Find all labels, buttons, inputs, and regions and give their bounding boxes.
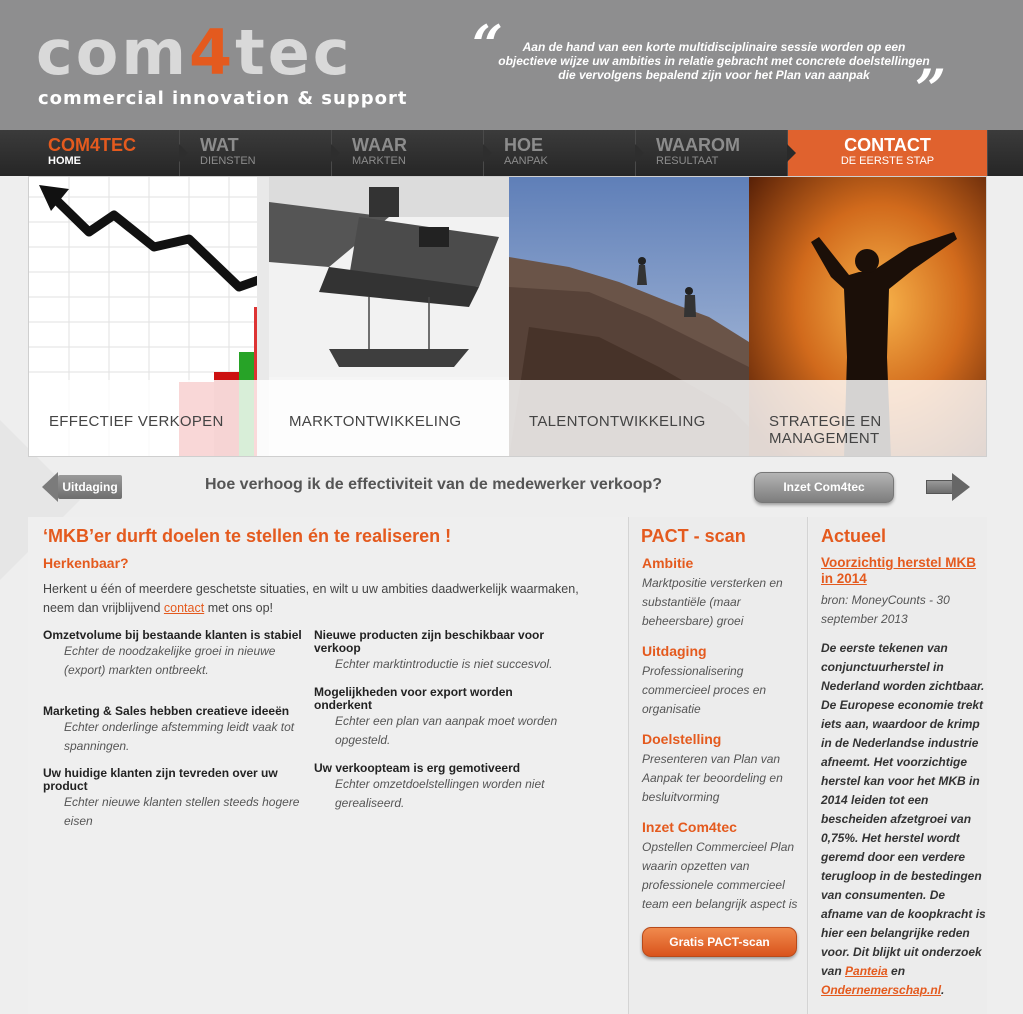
banner-panel-talent[interactable] [509,177,749,457]
arrow-right-head [952,473,970,501]
pact-section-text: Opstellen Commercieel Plan waarin opzetten van professionele commercieel team een belangrijk aspect is [642,840,798,911]
banner-label: STRATEGIE EN MANAGEMENT [769,413,882,447]
main-heading: ‘MKB’er durft doelen te stellen én te realiseren ! [43,526,452,546]
banner-caption-bg [269,380,509,457]
situation-item [314,629,574,674]
pact-section-title: Doelstelling [642,731,722,747]
nav-item-title: WAAR [352,135,407,155]
nav-separator [179,144,188,162]
nav-item-waar[interactable] [332,130,484,176]
situation-item [314,762,574,813]
situation-note: Echter de noodzakelijke groei in nieuwe (export) markten ontbreekt. [64,644,276,677]
situation-note: Echter marktintroductie is niet succesvol. [335,657,553,671]
nav-item-sub: HOME [48,155,81,167]
nav-item-sub: MARKTEN [352,155,406,167]
news-heading: Actueel [821,526,887,546]
banner [28,176,987,457]
news-body-mid: en [887,964,906,978]
pact-section [642,731,802,807]
situation-title: Uw huidige klanten zijn tevreden over uw product [43,766,278,793]
header-quote: Aan de hand van een korte multidisciplinaire sessie worden op een objectieve wijze uw ambities in relatie gebracht met concrete doelstellingen die vervolgens bepalend zijn voor het Plan van aanpak [498,40,930,82]
nav-item-sub: AANPAK [504,155,548,167]
slide-question: Hoe verhoog ik de effectiviteit van de medewerker verkoop? [205,476,663,493]
next-slide-button[interactable] [926,473,972,501]
nav-item-sub: DE EERSTE STAP [840,155,935,167]
nav-item-hoe[interactable] [484,130,636,176]
pact-section-text: Marktpositie versterken en substantiële (maar beheersbare) groei [642,576,783,628]
logo-tagline: commercial innovation & support [38,88,408,109]
situation-item [43,767,303,831]
news-article-link[interactable]: Voorzichtig herstel MKB in 2014 [821,555,977,586]
nav-item-sub: DIENSTEN [200,155,256,167]
logo[interactable] [36,18,353,88]
banner-panel-strategie[interactable] [749,177,987,457]
site-header [0,0,1023,130]
situation-title: Omzetvolume bij bestaande klanten is stabiel [43,628,302,642]
main-content [28,517,628,1014]
pact-scan-column [628,517,808,1014]
banner-panel-verkopen[interactable] [29,177,269,457]
banner-caption-bg [749,380,987,457]
intro-before: Herkent u één of meerdere geschetste situaties, en wilt u uw ambities daadwerkelijk waarmaken, neem dan vrijblijvend [43,582,579,615]
nav-item-wat[interactable] [180,130,332,176]
news-source: bron: MoneyCounts - 30 september 2013 [821,593,950,626]
prev-slide-label: Uitdaging [58,475,122,499]
pact-section-text: Professionalisering commercieel proces en organisatie [642,664,767,716]
pact-section [642,819,802,914]
pact-section-text: Presenteren van Plan van Aanpak ter beoordeling en besluitvorming [642,752,783,804]
situation-title: Mogelijkheden voor export worden onderkent [314,685,513,712]
nav-separator [787,144,796,162]
intro-after: met ons op! [204,601,274,615]
main-nav [0,130,1023,176]
nav-item-title: WAT [200,135,239,155]
situation-title: Uw verkoopteam is erg gemotiveerd [314,761,521,775]
banner-caption-bg [29,380,269,457]
nav-item-sub: RESULTAAT [656,155,719,167]
news-body-text: De eerste tekenen van conjunctuurherstel in Nederland worden zichtbaar. De Europese economie trekt iets aan, waardoor de krimp in de Nederlandse industrie afneemt. Het voorzichtige herstel kan voor het MKB in 2014 leiden tot een bescheiden afzetgroei van 0,75%. Het herstel wordt geremd door een verdere terugloop in de bestedingen van consumenten. De afname van de koopkracht is hier een belangrijke reden voor. Dit blijkt uit onderzoek van [821,641,986,978]
prev-slide-button[interactable] [42,472,122,502]
banner-label: TALENTONTWIKKELING [529,413,706,430]
quote-close-icon: ” [915,57,947,121]
banner-panel-markt[interactable] [269,177,509,457]
news-column [809,517,987,1014]
situation-note: Echter onderlinge afstemming leidt vaak tot spanningen. [64,720,295,753]
nav-separator [635,144,644,162]
pact-section-title: Ambitie [642,555,694,571]
banner-label: MARKTONTWIKKELING [289,413,462,430]
banner-label: EFFECTIEF VERKOPEN [49,413,224,430]
inzet-com4tec-button[interactable]: Inzet Com4tec [754,472,894,503]
pact-section-title: Uitdaging [642,643,707,659]
nav-separator [331,144,340,162]
pact-section [642,555,802,631]
nav-item-title: CONTACT [844,135,931,155]
nav-item-title: COM4TEC [48,135,137,155]
situation-note: Echter nieuwe klanten stellen steeds hogere eisen [64,795,300,828]
logo-tec: tec [235,16,353,89]
pact-section-title: Inzet Com4tec [642,819,737,835]
logo-four: 4 [188,16,236,89]
situation-note: Echter omzetdoelstellingen worden niet gerealiseerd. [335,777,545,810]
gratis-pact-scan-button[interactable]: Gratis PACT-scan [642,927,797,957]
contact-link[interactable]: contact [163,601,205,615]
situation-note: Echter een plan van aanpak moet worden opgesteld. [335,714,558,747]
news-body-end: . [941,983,945,997]
nav-item-waarom[interactable] [636,130,788,176]
intro-text [43,580,613,618]
situation-title: Nieuwe producten zijn beschikbaar voor verkoop [314,628,545,655]
situation-item [43,705,303,756]
arrow-right-icon [926,480,952,494]
situation-item [43,629,303,680]
news-body [821,639,989,1000]
situation-item [314,686,574,750]
banner-caption-bg [509,380,749,457]
main-subheading: Herkenbaar? [43,555,129,571]
pact-section [642,643,802,719]
panteia-link[interactable]: Panteia [845,964,888,978]
nav-item-title: HOE [504,135,544,155]
logo-com: com [36,16,189,89]
situation-title: Marketing & Sales hebben creatieve ideeën [43,704,290,718]
arrow-left-icon [42,472,58,502]
ondernemerschap-link[interactable]: Ondernemerschap.nl [821,983,942,997]
nav-item-contact[interactable] [788,130,988,176]
nav-item-home[interactable] [28,130,180,176]
nav-separator [483,144,492,162]
quote-open-icon: “ [472,13,504,77]
nav-item-title: WAAROM [656,135,740,155]
pact-heading: PACT - scan [641,526,746,546]
